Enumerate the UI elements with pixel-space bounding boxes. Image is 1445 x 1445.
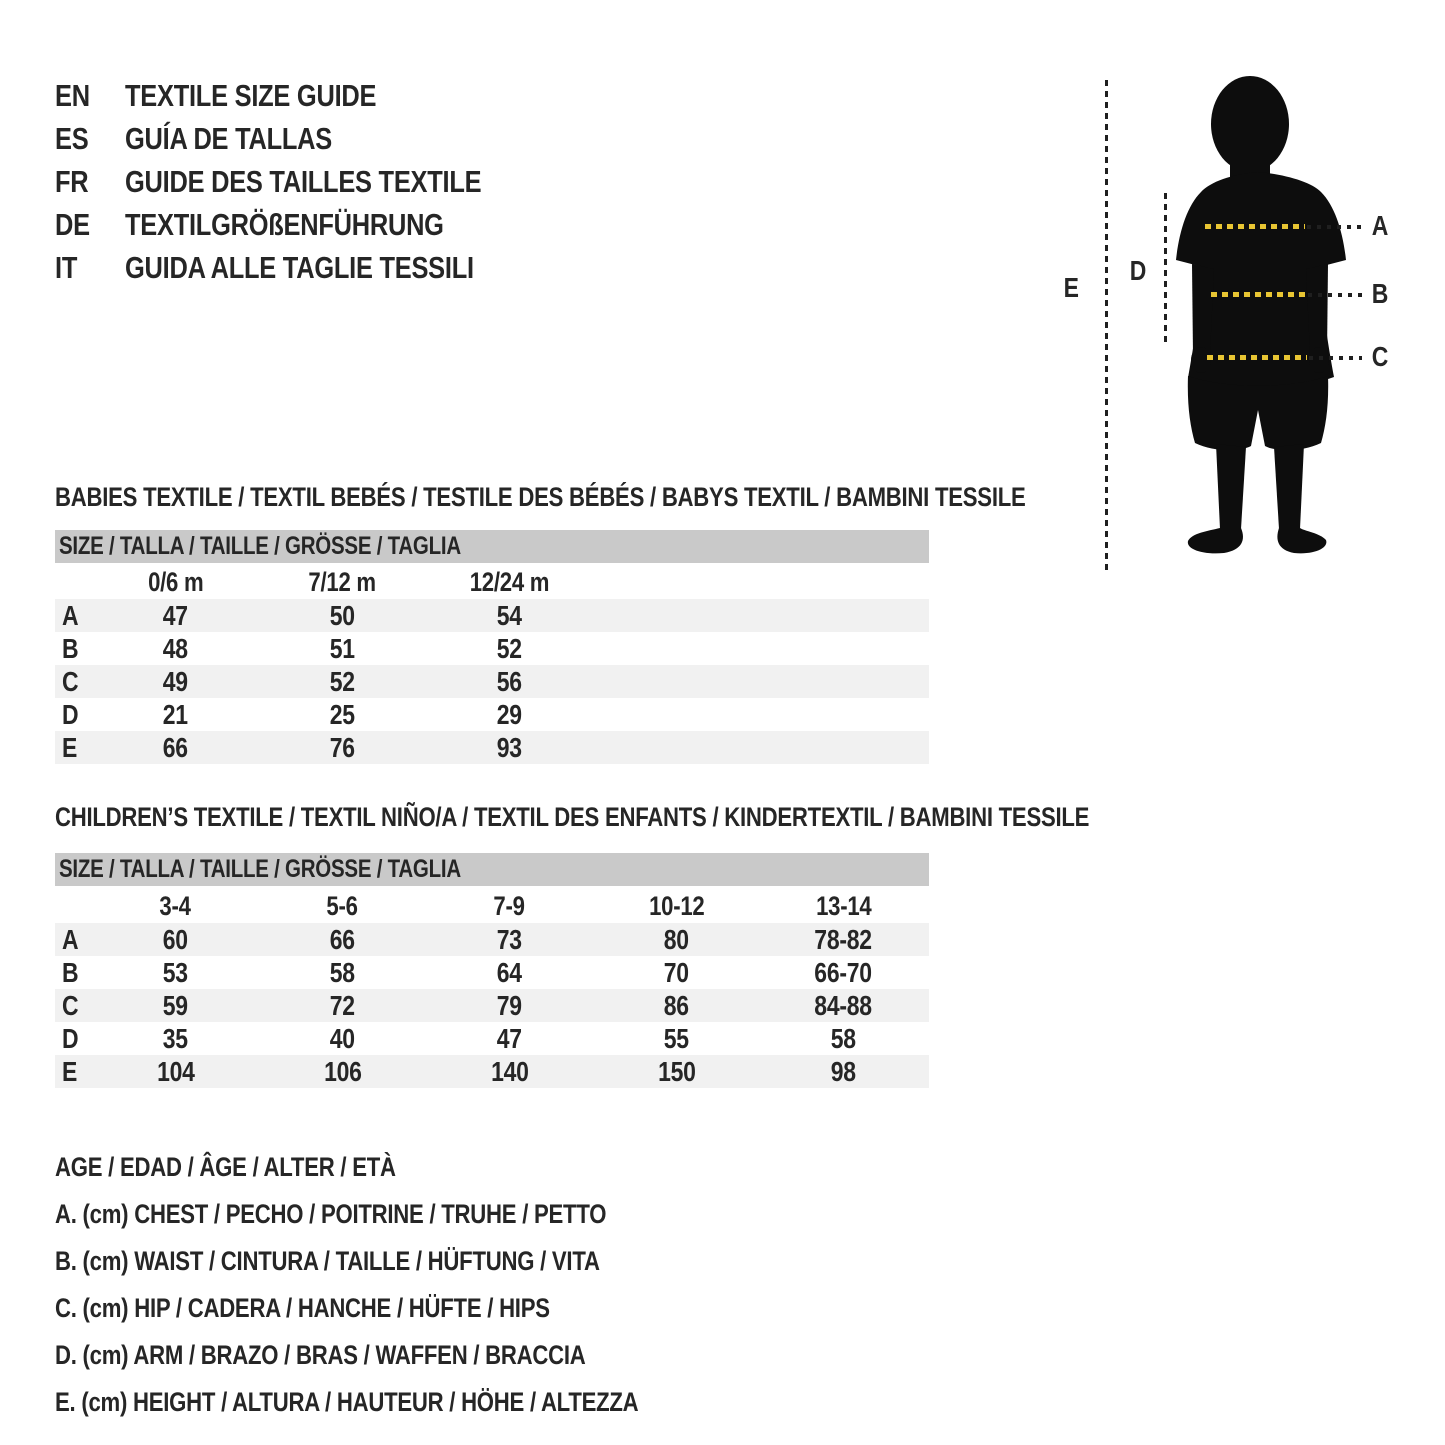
lang-code-en: EN (55, 77, 90, 113)
babies-row-d: D 21 25 29 (62, 698, 523, 730)
lang-code-de: DE (55, 206, 90, 242)
children-row-e: E 104 106 140 150 98 (55, 1055, 929, 1088)
title-row-de (55, 203, 560, 246)
hip-dot-line-c (1309, 356, 1362, 360)
title-row-it (55, 246, 560, 289)
legend-height: E. (cm) HEIGHT / ALTURA / HAUTEUR / HÖHE / ALTEZZA (55, 1386, 639, 1417)
babies-col-header: 0/6 m (147, 567, 204, 597)
children-section-title: CHILDREN’S TEXTILE / TEXTIL NIÑO/A / TEXTIL DES ENFANTS / KINDERTEXTIL / BAMBINI TESSILE (55, 801, 1090, 832)
legend-age: AGE / EDAD / ÂGE / ALTER / ETÀ (55, 1151, 396, 1182)
babies-section-title: BABIES TEXTILE / TEXTIL BEBÉS / TESTILE DES BÉBÉS / BABYS TEXTIL / BAMBINI TESSILE (55, 481, 1026, 512)
page-title-es: GUÍA DE TALLAS (125, 120, 332, 156)
page-title-en: TEXTILE SIZE GUIDE (125, 77, 377, 113)
children-row-d: D 35 40 47 55 58 (62, 1022, 857, 1054)
legend-chest: A. (cm) CHEST / PECHO / POITRINE / TRUHE / PETTO (55, 1198, 607, 1229)
babies-row-c: C 49 52 56 (55, 665, 929, 698)
children-col-header: 10-12 (648, 891, 705, 921)
title-row-fr (55, 160, 560, 203)
babies-size-bar: SIZE / TALLA / TAILLE / GRÖSSE / TAGLIA (55, 530, 929, 563)
children-row-b: B 53 58 64 70 66-70 (62, 956, 873, 988)
silhouette-shorts (1188, 376, 1328, 450)
babies-row-a: A 47 50 54 (55, 599, 929, 632)
legend-waist: B. (cm) WAIST / CINTURA / TAILLE / HÜFTUNG / VITA (55, 1245, 600, 1276)
legend-arm: D. (cm) ARM / BRAZO / BRAS / WAFFEN / BRACCIA (55, 1339, 586, 1370)
diagram-label-d: D (1129, 255, 1147, 286)
children-row-a: A 60 66 73 80 78-82 (55, 923, 929, 956)
legend-hip: C. (cm) HIP / CADERA / HANCHE / HÜFTE / HIPS (55, 1292, 550, 1323)
children-row-c: C 59 72 79 86 84-88 (55, 989, 929, 1022)
waist-dot-line-b (1308, 293, 1362, 297)
title-row-es (55, 117, 560, 160)
children-col-header: 7-9 (493, 891, 526, 921)
diagram-label-a: A (1371, 210, 1389, 241)
babies-col-header: 12/24 m (469, 567, 550, 597)
page-title-fr: GUIDE DES TAILLES TEXTILE (125, 163, 482, 199)
babies-row-e: E 66 76 93 (55, 731, 929, 764)
title-block (55, 74, 560, 289)
diagram-label-b: B (1371, 278, 1389, 309)
children-col-header: 13-14 (815, 891, 872, 921)
lang-code-es: ES (55, 120, 89, 156)
babies-row-b: B 48 51 52 (62, 632, 523, 664)
silhouette-left-shoe (1188, 528, 1243, 553)
page-title-de: TEXTILGRÖßENFÜHRUNG (125, 206, 444, 242)
page-title-it: GUIDA ALLE TAGLIE TESSILI (125, 249, 474, 285)
hip-dash-line-c (1207, 355, 1307, 360)
diagram-label-c: C (1371, 341, 1389, 372)
silhouette-right-leg (1274, 444, 1304, 529)
children-col-header: 5-6 (326, 891, 359, 921)
arm-measure-line-d (1164, 193, 1167, 345)
chest-dash-line-a (1205, 224, 1305, 229)
children-col-header: 3-4 (159, 891, 192, 921)
babies-column-header-row (55, 566, 929, 599)
lang-code-fr: FR (55, 163, 89, 199)
lang-code-it: IT (55, 249, 78, 285)
children-column-header-row (55, 890, 929, 923)
babies-col-header: 7/12 m (308, 567, 377, 597)
children-size-bar: SIZE / TALLA / TAILLE / GRÖSSE / TAGLIA (55, 853, 929, 886)
silhouette-left-hand (1191, 347, 1211, 373)
title-row-en (55, 74, 560, 117)
diagram-label-e: E (1063, 272, 1079, 303)
silhouette-right-hand (1309, 347, 1329, 373)
waist-dash-line-b (1211, 292, 1306, 297)
chest-dot-line-a (1307, 225, 1362, 229)
silhouette-right-shoe (1277, 528, 1326, 553)
